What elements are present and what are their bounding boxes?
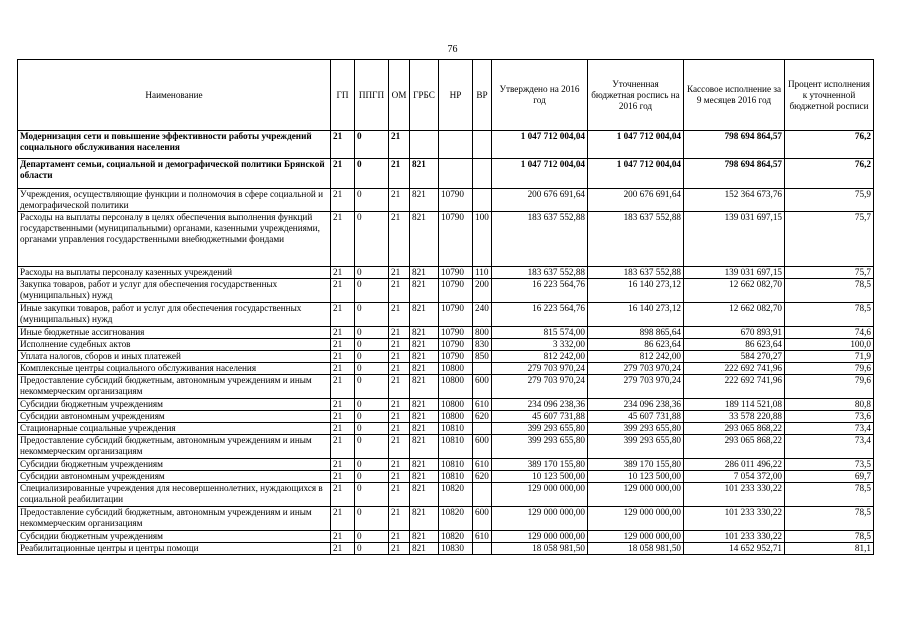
table-row [18,212,874,267]
cell-refined: 16 140 273,12 [588,303,684,327]
cell-percent: 78,5 [785,483,874,507]
cell-om: 21 [389,507,410,531]
cell-cash: 798 694 864,57 [684,159,785,189]
cell-name: Учреждения, осуществляющие функции и полномочия в сфере социальной и демографической политики [18,189,331,212]
cell-name: Уплата налогов, сборов и иных платежей [18,351,331,363]
header-name: Наименование [18,60,331,131]
table-row [18,327,874,339]
cell-np: 10790 [439,189,473,212]
cell-ppgp: 0 [355,189,389,212]
cell-percent: 79,6 [785,375,874,399]
cell-grbs [410,131,439,159]
cell-vr: 620 [473,411,492,423]
cell-approved: 16 223 564,76 [492,303,588,327]
cell-cash: 101 233 330,22 [684,531,785,543]
cell-np: 10800 [439,375,473,399]
cell-np [439,159,473,189]
header-approved: Утверждено на 2016 год [492,60,588,131]
table-row [18,189,874,212]
cell-percent: 100,0 [785,339,874,351]
cell-percent: 78,5 [785,279,874,303]
cell-name: Субсидии бюджетным учреждениям [18,459,331,471]
cell-name: Стационарные социальные учреждения [18,423,331,435]
cell-grbs: 821 [410,411,439,423]
cell-ppgp: 0 [355,507,389,531]
cell-refined: 200 676 691,64 [588,189,684,212]
cell-approved: 129 000 000,00 [492,531,588,543]
cell-vr: 240 [473,303,492,327]
cell-refined: 183 637 552,88 [588,212,684,267]
cell-percent: 75,9 [785,189,874,212]
cell-grbs: 821 [410,471,439,483]
cell-om: 21 [389,459,410,471]
cell-refined: 129 000 000,00 [588,531,684,543]
cell-grbs: 821 [410,399,439,411]
cell-vr: 610 [473,459,492,471]
cell-name: Реабилитационные центры и центры помощи [18,543,331,555]
cell-om: 21 [389,375,410,399]
cell-name: Модернизация сети и повышение эффективности работы учреждений социального обслуживания населения [18,131,331,159]
cell-approved: 183 637 552,88 [492,212,588,267]
cell-percent: 79,6 [785,363,874,375]
cell-approved: 279 703 970,24 [492,375,588,399]
cell-name: Иные бюджетные ассигнования [18,327,331,339]
cell-vr [473,131,492,159]
cell-om: 21 [389,399,410,411]
cell-np: 10830 [439,543,473,555]
cell-percent: 78,5 [785,531,874,543]
table-row [18,363,874,375]
table-row [18,483,874,507]
cell-approved: 10 123 500,00 [492,471,588,483]
cell-grbs: 821 [410,212,439,267]
cell-vr: 110 [473,267,492,279]
cell-np: 10790 [439,351,473,363]
cell-cash: 12 662 082,70 [684,279,785,303]
cell-vr [473,189,492,212]
cell-vr: 620 [473,471,492,483]
cell-approved: 812 242,00 [492,351,588,363]
cell-vr: 200 [473,279,492,303]
cell-gp: 21 [331,459,355,471]
cell-om: 21 [389,423,410,435]
cell-np: 10810 [439,435,473,459]
cell-vr: 600 [473,507,492,531]
cell-gp: 21 [331,411,355,423]
cell-grbs: 821 [410,327,439,339]
cell-percent: 73,6 [785,411,874,423]
cell-gp: 21 [331,339,355,351]
cell-cash: 101 233 330,22 [684,483,785,507]
table-row [18,131,874,159]
cell-np: 10790 [439,212,473,267]
cell-grbs: 821 [410,459,439,471]
cell-gp: 21 [331,435,355,459]
cell-np: 10800 [439,399,473,411]
cell-cash: 293 065 868,22 [684,435,785,459]
cell-gp: 21 [331,131,355,159]
cell-grbs: 821 [410,279,439,303]
cell-cash: 33 578 220,88 [684,411,785,423]
cell-np: 10790 [439,279,473,303]
cell-gp: 21 [331,159,355,189]
cell-approved: 815 574,00 [492,327,588,339]
cell-approved: 16 223 564,76 [492,279,588,303]
cell-gp: 21 [331,471,355,483]
cell-grbs: 821 [410,267,439,279]
cell-cash: 12 662 082,70 [684,303,785,327]
cell-name: Специализированные учреждения для несовершеннолетних, нуждающихся в социальной реабилитации [18,483,331,507]
cell-vr: 830 [473,339,492,351]
cell-np: 10790 [439,267,473,279]
cell-name: Субсидии автономным учреждениям [18,471,331,483]
cell-vr: 610 [473,399,492,411]
cell-grbs: 821 [410,423,439,435]
cell-np: 10790 [439,303,473,327]
cell-grbs: 821 [410,531,439,543]
cell-cash: 86 623,64 [684,339,785,351]
cell-grbs: 821 [410,159,439,189]
header-om: ОМ [389,60,410,131]
cell-refined: 898 865,64 [588,327,684,339]
cell-refined: 16 140 273,12 [588,279,684,303]
cell-refined: 389 170 155,80 [588,459,684,471]
cell-refined: 399 293 655,80 [588,423,684,435]
cell-vr [473,483,492,507]
cell-name: Предоставление субсидий бюджетным, автономным учреждениям и иным некоммерческим организациям [18,507,331,531]
cell-gp: 21 [331,483,355,507]
cell-om: 21 [389,279,410,303]
cell-cash: 139 031 697,15 [684,212,785,267]
cell-name: Субсидии бюджетным учреждениям [18,531,331,543]
cell-np: 10800 [439,363,473,375]
cell-ppgp: 0 [355,363,389,375]
cell-refined: 234 096 238,36 [588,399,684,411]
cell-grbs: 821 [410,339,439,351]
cell-gp: 21 [331,351,355,363]
cell-approved: 183 637 552,88 [492,267,588,279]
table-row [18,423,874,435]
cell-percent: 73,4 [785,435,874,459]
cell-ppgp: 0 [355,543,389,555]
cell-name: Расходы на выплаты персоналу в целях обеспечения выполнения функций государственными (муниципальными) органами, казенными учреждениями, органами управления государственными внебюджетными фондами [18,212,331,267]
header-cash: Кассовое исполнение за 9 месяцев 2016 год [684,60,785,131]
header-vr: ВР [473,60,492,131]
cell-vr: 610 [473,531,492,543]
cell-vr [473,363,492,375]
cell-approved: 389 170 155,80 [492,459,588,471]
cell-percent: 74,6 [785,327,874,339]
table-row [18,303,874,327]
cell-gp: 21 [331,399,355,411]
cell-percent: 75,7 [785,267,874,279]
cell-ppgp: 0 [355,303,389,327]
cell-ppgp: 0 [355,423,389,435]
cell-percent: 71,9 [785,351,874,363]
cell-name: Закупка товаров, работ и услуг для обеспечения государственных (муниципальных) нужд [18,279,331,303]
cell-refined: 10 123 500,00 [588,471,684,483]
cell-gp: 21 [331,189,355,212]
cell-vr: 600 [473,435,492,459]
cell-gp: 21 [331,423,355,435]
cell-np: 10820 [439,483,473,507]
cell-percent: 76,2 [785,131,874,159]
cell-refined: 129 000 000,00 [588,507,684,531]
cell-approved: 1 047 712 004,04 [492,159,588,189]
header-refined: Уточненная бюджетная роспись на 2016 год [588,60,684,131]
cell-cash: 584 270,27 [684,351,785,363]
cell-cash: 798 694 864,57 [684,131,785,159]
cell-np: 10810 [439,471,473,483]
header-gp: ГП [331,60,355,131]
cell-ppgp: 0 [355,435,389,459]
table-row [18,435,874,459]
cell-vr [473,423,492,435]
cell-ppgp: 0 [355,212,389,267]
cell-approved: 129 000 000,00 [492,507,588,531]
cell-gp: 21 [331,507,355,531]
cell-name: Исполнение судебных актов [18,339,331,351]
cell-vr: 100 [473,212,492,267]
cell-cash: 152 364 673,76 [684,189,785,212]
cell-approved: 399 293 655,80 [492,435,588,459]
cell-np: 10810 [439,459,473,471]
cell-om: 21 [389,267,410,279]
page-number: 76 [447,44,458,55]
header-grbs: ГРБС [410,60,439,131]
cell-grbs: 821 [410,363,439,375]
cell-cash: 101 233 330,22 [684,507,785,531]
cell-om: 21 [389,471,410,483]
cell-ppgp: 0 [355,483,389,507]
cell-gp: 21 [331,279,355,303]
cell-vr [473,543,492,555]
table-row [18,543,874,555]
table-body [18,131,874,555]
cell-refined: 399 293 655,80 [588,435,684,459]
cell-refined: 129 000 000,00 [588,483,684,507]
cell-refined: 812 242,00 [588,351,684,363]
table-row [18,375,874,399]
cell-refined: 86 623,64 [588,339,684,351]
cell-om: 21 [389,543,410,555]
cell-refined: 279 703 970,24 [588,363,684,375]
cell-approved: 45 607 731,88 [492,411,588,423]
cell-percent: 78,5 [785,507,874,531]
cell-cash: 14 652 952,71 [684,543,785,555]
cell-vr [473,159,492,189]
cell-approved: 234 096 238,36 [492,399,588,411]
cell-cash: 189 114 521,08 [684,399,785,411]
cell-om: 21 [389,531,410,543]
table-row [18,459,874,471]
cell-ppgp: 0 [355,459,389,471]
cell-om: 21 [389,212,410,267]
cell-ppgp: 0 [355,351,389,363]
cell-refined: 183 637 552,88 [588,267,684,279]
cell-percent: 80,8 [785,399,874,411]
header-ppgp: ППГП [355,60,389,131]
cell-cash: 286 011 496,22 [684,459,785,471]
cell-refined: 18 058 981,50 [588,543,684,555]
cell-gp: 21 [331,543,355,555]
cell-om: 21 [389,435,410,459]
table-row [18,267,874,279]
table-row [18,507,874,531]
table-row [18,159,874,189]
cell-om: 21 [389,339,410,351]
cell-ppgp: 0 [355,375,389,399]
cell-np: 10800 [439,411,473,423]
cell-om: 21 [389,303,410,327]
cell-percent: 81,1 [785,543,874,555]
cell-grbs: 821 [410,483,439,507]
cell-refined: 1 047 712 004,04 [588,159,684,189]
cell-np: 10820 [439,507,473,531]
cell-name: Расходы на выплаты персоналу казенных учреждений [18,267,331,279]
cell-np: 10810 [439,423,473,435]
cell-cash: 139 031 697,15 [684,267,785,279]
cell-refined: 45 607 731,88 [588,411,684,423]
cell-percent: 76,2 [785,159,874,189]
cell-grbs: 821 [410,543,439,555]
cell-ppgp: 0 [355,267,389,279]
cell-name: Предоставление субсидий бюджетным, автономным учреждениям и иным некоммерческим организациям [18,375,331,399]
cell-grbs: 821 [410,435,439,459]
cell-gp: 21 [331,327,355,339]
cell-approved: 3 332,00 [492,339,588,351]
cell-approved: 1 047 712 004,04 [492,131,588,159]
cell-om: 21 [389,189,410,212]
cell-grbs: 821 [410,351,439,363]
cell-np: 10790 [439,327,473,339]
cell-om: 21 [389,159,410,189]
table-row [18,339,874,351]
table-row [18,411,874,423]
cell-ppgp: 0 [355,531,389,543]
table-row [18,351,874,363]
cell-grbs: 821 [410,507,439,531]
header-percent: Процент исполнения к уточненной бюджетной росписи [785,60,874,131]
cell-om: 21 [389,411,410,423]
cell-ppgp: 0 [355,131,389,159]
cell-ppgp: 0 [355,279,389,303]
cell-name: Департамент семьи, социальной и демографической политики Брянской области [18,159,331,189]
cell-om: 21 [389,483,410,507]
cell-name: Предоставление субсидий бюджетным, автономным учреждениям и иным некоммерческим организациям [18,435,331,459]
cell-grbs: 821 [410,375,439,399]
cell-approved: 399 293 655,80 [492,423,588,435]
cell-approved: 129 000 000,00 [492,483,588,507]
header-np: НР [439,60,473,131]
cell-vr: 800 [473,327,492,339]
cell-refined: 279 703 970,24 [588,375,684,399]
cell-approved: 18 058 981,50 [492,543,588,555]
cell-om: 21 [389,131,410,159]
table-row [18,279,874,303]
cell-gp: 21 [331,212,355,267]
table-row [18,399,874,411]
cell-np: 10790 [439,339,473,351]
cell-approved: 200 676 691,64 [492,189,588,212]
cell-name: Иные закупки товаров, работ и услуг для обеспечения государственных (муниципальных) нужд [18,303,331,327]
cell-ppgp: 0 [355,159,389,189]
table-header-row [18,60,874,131]
table-row [18,531,874,543]
cell-percent: 78,5 [785,303,874,327]
cell-cash: 293 065 868,22 [684,423,785,435]
cell-grbs: 821 [410,189,439,212]
cell-gp: 21 [331,375,355,399]
cell-om: 21 [389,351,410,363]
cell-ppgp: 0 [355,339,389,351]
cell-vr: 850 [473,351,492,363]
cell-gp: 21 [331,531,355,543]
cell-gp: 21 [331,267,355,279]
cell-ppgp: 0 [355,399,389,411]
cell-vr: 600 [473,375,492,399]
cell-om: 21 [389,327,410,339]
cell-name: Субсидии бюджетным учреждениям [18,399,331,411]
cell-percent: 75,7 [785,212,874,267]
cell-cash: 222 692 741,96 [684,363,785,375]
cell-np [439,131,473,159]
cell-cash: 7 054 372,00 [684,471,785,483]
cell-name: Комплексные центры социального обслуживания населения [18,363,331,375]
cell-percent: 73,5 [785,459,874,471]
cell-om: 21 [389,363,410,375]
cell-ppgp: 0 [355,327,389,339]
cell-ppgp: 0 [355,411,389,423]
cell-grbs: 821 [410,303,439,327]
cell-approved: 279 703 970,24 [492,363,588,375]
cell-name: Субсидии автономным учреждениям [18,411,331,423]
cell-np: 10820 [439,531,473,543]
cell-gp: 21 [331,363,355,375]
table-row [18,471,874,483]
cell-refined: 1 047 712 004,04 [588,131,684,159]
cell-percent: 73,4 [785,423,874,435]
cell-ppgp: 0 [355,471,389,483]
cell-cash: 222 692 741,96 [684,375,785,399]
cell-gp: 21 [331,303,355,327]
cell-percent: 69,7 [785,471,874,483]
budget-table [17,59,874,555]
cell-cash: 670 893,91 [684,327,785,339]
